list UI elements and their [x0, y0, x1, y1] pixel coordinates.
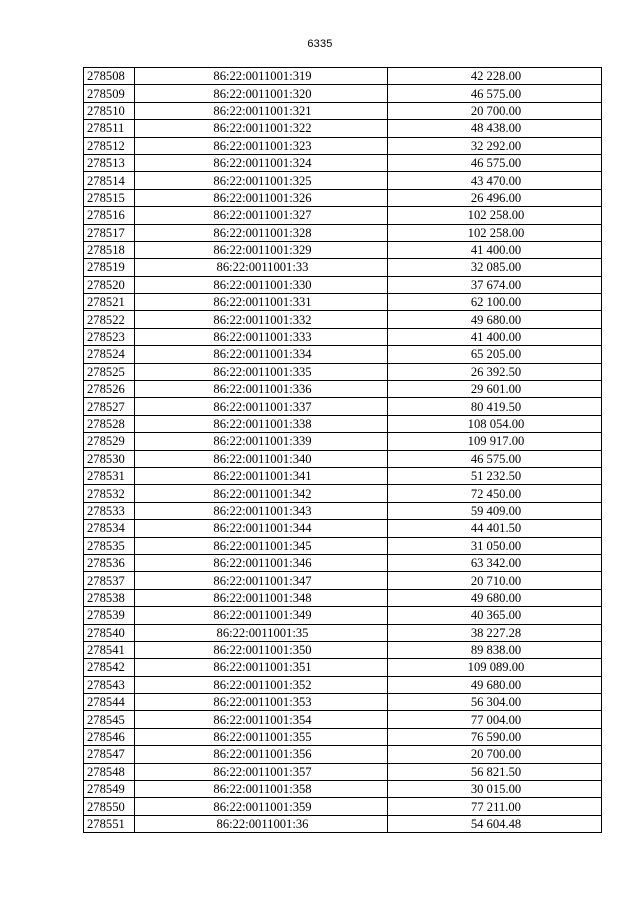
cadastral-number-cell: 86:22:0011001:327 — [135, 207, 388, 224]
cadastral-value-cell: 62 100.00 — [388, 294, 602, 311]
cadastral-value-cell: 31 050.00 — [388, 537, 602, 554]
cadastral-number-cell: 86:22:0011001:343 — [135, 502, 388, 519]
table-row — [84, 189, 602, 206]
row-id-cell: 278524 — [84, 346, 135, 363]
table-row — [84, 172, 602, 189]
cadastral-value-table — [83, 67, 602, 833]
table-row — [84, 502, 602, 519]
row-id-cell: 278515 — [84, 189, 135, 206]
row-id-cell: 278526 — [84, 381, 135, 398]
cadastral-value-cell: 59 409.00 — [388, 502, 602, 519]
cadastral-number-cell: 86:22:0011001:338 — [135, 415, 388, 432]
cadastral-number-cell: 86:22:0011001:350 — [135, 641, 388, 658]
cadastral-number-cell: 86:22:0011001:347 — [135, 572, 388, 589]
table-row — [84, 68, 602, 85]
cadastral-value-cell: 20 710.00 — [388, 572, 602, 589]
table-row — [84, 415, 602, 432]
table-row — [84, 520, 602, 537]
table-row — [84, 241, 602, 258]
cadastral-number-cell: 86:22:0011001:321 — [135, 102, 388, 119]
table-row — [84, 711, 602, 728]
row-id-cell: 278550 — [84, 798, 135, 815]
cadastral-number-cell: 86:22:0011001:339 — [135, 433, 388, 450]
cadastral-number-cell: 86:22:0011001:336 — [135, 381, 388, 398]
row-id-cell: 278508 — [84, 68, 135, 85]
table-row — [84, 224, 602, 241]
table-row — [84, 207, 602, 224]
cadastral-value-cell: 54 604.48 — [388, 815, 602, 832]
cadastral-number-cell: 86:22:0011001:341 — [135, 467, 388, 484]
row-id-cell: 278534 — [84, 520, 135, 537]
cadastral-value-cell: 109 917.00 — [388, 433, 602, 450]
cadastral-value-cell: 80 419.50 — [388, 398, 602, 415]
cadastral-number-cell: 86:22:0011001:357 — [135, 763, 388, 780]
row-id-cell: 278533 — [84, 502, 135, 519]
table-row — [84, 467, 602, 484]
cadastral-value-cell: 38 227.28 — [388, 624, 602, 641]
table-row — [84, 781, 602, 798]
row-id-cell: 278509 — [84, 85, 135, 102]
row-id-cell: 278514 — [84, 172, 135, 189]
cadastral-value-cell: 49 680.00 — [388, 676, 602, 693]
row-id-cell: 278531 — [84, 467, 135, 484]
table-row — [84, 537, 602, 554]
row-id-cell: 278512 — [84, 137, 135, 154]
cadastral-value-cell: 109 089.00 — [388, 659, 602, 676]
row-id-cell: 278546 — [84, 728, 135, 745]
table-row — [84, 607, 602, 624]
cadastral-value-cell: 44 401.50 — [388, 520, 602, 537]
row-id-cell: 278538 — [84, 589, 135, 606]
table-row — [84, 381, 602, 398]
cadastral-value-cell: 43 470.00 — [388, 172, 602, 189]
table-row — [84, 120, 602, 137]
cadastral-value-cell: 32 292.00 — [388, 137, 602, 154]
page-number: 6335 — [307, 38, 333, 50]
cadastral-number-cell: 86:22:0011001:353 — [135, 694, 388, 711]
table-row — [84, 572, 602, 589]
cadastral-number-cell: 86:22:0011001:36 — [135, 815, 388, 832]
cadastral-value-cell: 77 004.00 — [388, 711, 602, 728]
row-id-cell: 278522 — [84, 311, 135, 328]
cadastral-number-cell: 86:22:0011001:346 — [135, 554, 388, 571]
cadastral-number-cell: 86:22:0011001:358 — [135, 781, 388, 798]
cadastral-number-cell: 86:22:0011001:325 — [135, 172, 388, 189]
cadastral-value-cell: 42 228.00 — [388, 68, 602, 85]
table-row — [84, 311, 602, 328]
cadastral-number-cell: 86:22:0011001:337 — [135, 398, 388, 415]
row-id-cell: 278510 — [84, 102, 135, 119]
cadastral-number-cell: 86:22:0011001:328 — [135, 224, 388, 241]
table-row — [84, 294, 602, 311]
row-id-cell: 278539 — [84, 607, 135, 624]
cadastral-value-cell: 37 674.00 — [388, 276, 602, 293]
row-id-cell: 278532 — [84, 485, 135, 502]
cadastral-value-cell: 51 232.50 — [388, 467, 602, 484]
row-id-cell: 278520 — [84, 276, 135, 293]
table-row — [84, 328, 602, 345]
cadastral-value-cell: 72 450.00 — [388, 485, 602, 502]
cadastral-number-cell: 86:22:0011001:334 — [135, 346, 388, 363]
cadastral-number-cell: 86:22:0011001:359 — [135, 798, 388, 815]
cadastral-value-cell: 56 304.00 — [388, 694, 602, 711]
table-row — [84, 589, 602, 606]
cadastral-value-cell: 102 258.00 — [388, 224, 602, 241]
row-id-cell: 278521 — [84, 294, 135, 311]
table-row — [84, 676, 602, 693]
cadastral-number-cell: 86:22:0011001:332 — [135, 311, 388, 328]
row-id-cell: 278525 — [84, 363, 135, 380]
cadastral-value-cell: 49 680.00 — [388, 589, 602, 606]
table-row — [84, 554, 602, 571]
cadastral-value-cell: 77 211.00 — [388, 798, 602, 815]
cadastral-value-cell: 29 601.00 — [388, 381, 602, 398]
table-row — [84, 450, 602, 467]
cadastral-value-cell: 41 400.00 — [388, 241, 602, 258]
cadastral-number-cell: 86:22:0011001:348 — [135, 589, 388, 606]
row-id-cell: 278545 — [84, 711, 135, 728]
cadastral-value-cell: 56 821.50 — [388, 763, 602, 780]
cadastral-number-cell: 86:22:0011001:322 — [135, 120, 388, 137]
table-row — [84, 815, 602, 832]
table-row — [84, 102, 602, 119]
cadastral-number-cell: 86:22:0011001:340 — [135, 450, 388, 467]
cadastral-number-cell: 86:22:0011001:342 — [135, 485, 388, 502]
table-row — [84, 346, 602, 363]
row-id-cell: 278543 — [84, 676, 135, 693]
table-row — [84, 276, 602, 293]
cadastral-value-cell: 102 258.00 — [388, 207, 602, 224]
table-row — [84, 641, 602, 658]
cadastral-number-cell: 86:22:0011001:354 — [135, 711, 388, 728]
cadastral-value-cell: 65 205.00 — [388, 346, 602, 363]
cadastral-value-cell: 46 575.00 — [388, 85, 602, 102]
row-id-cell: 278542 — [84, 659, 135, 676]
cadastral-number-cell: 86:22:0011001:323 — [135, 137, 388, 154]
cadastral-number-cell: 86:22:0011001:33 — [135, 259, 388, 276]
row-id-cell: 278547 — [84, 746, 135, 763]
cadastral-value-cell: 76 590.00 — [388, 728, 602, 745]
table-row — [84, 798, 602, 815]
cadastral-number-cell: 86:22:0011001:335 — [135, 363, 388, 380]
cadastral-value-cell: 46 575.00 — [388, 154, 602, 171]
cadastral-value-cell: 49 680.00 — [388, 311, 602, 328]
cadastral-number-cell: 86:22:0011001:330 — [135, 276, 388, 293]
cadastral-value-cell: 108 054.00 — [388, 415, 602, 432]
cadastral-value-cell: 30 015.00 — [388, 781, 602, 798]
table-row — [84, 398, 602, 415]
cadastral-value-cell: 26 392.50 — [388, 363, 602, 380]
row-id-cell: 278537 — [84, 572, 135, 589]
row-id-cell: 278535 — [84, 537, 135, 554]
row-id-cell: 278518 — [84, 241, 135, 258]
table-row — [84, 259, 602, 276]
row-id-cell: 278527 — [84, 398, 135, 415]
row-id-cell: 278511 — [84, 120, 135, 137]
row-id-cell: 278517 — [84, 224, 135, 241]
cadastral-value-cell: 32 085.00 — [388, 259, 602, 276]
row-id-cell: 278548 — [84, 763, 135, 780]
cadastral-number-cell: 86:22:0011001:349 — [135, 607, 388, 624]
cadastral-number-cell: 86:22:0011001:331 — [135, 294, 388, 311]
table-row — [84, 763, 602, 780]
cadastral-number-cell: 86:22:0011001:333 — [135, 328, 388, 345]
cadastral-number-cell: 86:22:0011001:35 — [135, 624, 388, 641]
row-id-cell: 278519 — [84, 259, 135, 276]
table-body — [84, 68, 602, 833]
table-row — [84, 694, 602, 711]
row-id-cell: 278541 — [84, 641, 135, 658]
cadastral-number-cell: 86:22:0011001:352 — [135, 676, 388, 693]
table-row — [84, 659, 602, 676]
row-id-cell: 278523 — [84, 328, 135, 345]
cadastral-value-cell: 40 365.00 — [388, 607, 602, 624]
table-row — [84, 485, 602, 502]
row-id-cell: 278513 — [84, 154, 135, 171]
row-id-cell: 278529 — [84, 433, 135, 450]
cadastral-number-cell: 86:22:0011001:344 — [135, 520, 388, 537]
table-row — [84, 728, 602, 745]
cadastral-number-cell: 86:22:0011001:351 — [135, 659, 388, 676]
cadastral-number-cell: 86:22:0011001:324 — [135, 154, 388, 171]
table-row — [84, 624, 602, 641]
row-id-cell: 278536 — [84, 554, 135, 571]
cadastral-value-cell: 26 496.00 — [388, 189, 602, 206]
cadastral-number-cell: 86:22:0011001:356 — [135, 746, 388, 763]
cadastral-number-cell: 86:22:0011001:326 — [135, 189, 388, 206]
cadastral-value-cell: 41 400.00 — [388, 328, 602, 345]
row-id-cell: 278549 — [84, 781, 135, 798]
table-row — [84, 85, 602, 102]
row-id-cell: 278544 — [84, 694, 135, 711]
cadastral-value-cell: 89 838.00 — [388, 641, 602, 658]
row-id-cell: 278528 — [84, 415, 135, 432]
cadastral-value-cell: 20 700.00 — [388, 102, 602, 119]
cadastral-number-cell: 86:22:0011001:345 — [135, 537, 388, 554]
row-id-cell: 278530 — [84, 450, 135, 467]
cadastral-number-cell: 86:22:0011001:329 — [135, 241, 388, 258]
row-id-cell: 278551 — [84, 815, 135, 832]
cadastral-number-cell: 86:22:0011001:320 — [135, 85, 388, 102]
table-row — [84, 746, 602, 763]
cadastral-value-cell: 46 575.00 — [388, 450, 602, 467]
table-row — [84, 154, 602, 171]
table-row — [84, 433, 602, 450]
cadastral-value-cell: 63 342.00 — [388, 554, 602, 571]
row-id-cell: 278516 — [84, 207, 135, 224]
row-id-cell: 278540 — [84, 624, 135, 641]
cadastral-value-cell: 20 700.00 — [388, 746, 602, 763]
table-row — [84, 137, 602, 154]
cadastral-number-cell: 86:22:0011001:319 — [135, 68, 388, 85]
cadastral-value-cell: 48 438.00 — [388, 120, 602, 137]
table-row — [84, 363, 602, 380]
cadastral-number-cell: 86:22:0011001:355 — [135, 728, 388, 745]
